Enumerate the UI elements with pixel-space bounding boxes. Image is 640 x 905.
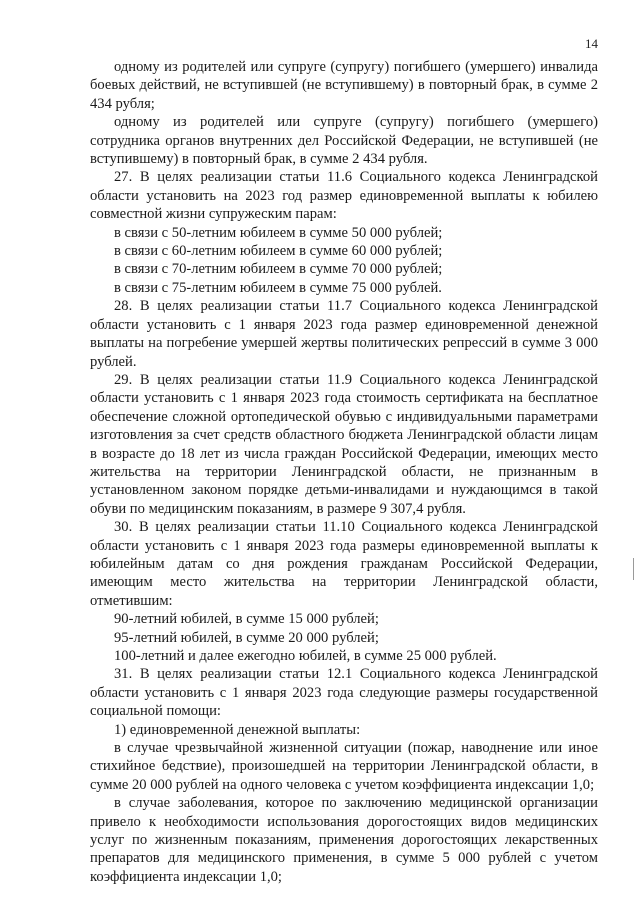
- paragraph-item-30: 30. В целях реализации статьи 11.10 Социального кодекса Ленинградской области установить с 1 января 2023 года размеры единовременной выплаты к юбилейным датам со дня рождения гражданам Российской Федерации, имеющим место жительства на территории Ленинградской области, отметившим:: [90, 519, 598, 609]
- list-item: в связи с 50-летним юбилеем в сумме 50 000 рублей;: [114, 224, 443, 241]
- paragraph-item-31: 31. В целях реализации статьи 12.1 Социального кодекса Ленинградской области установить с 1 января 2023 года следующие размеры государственной социальной помощи:: [90, 666, 598, 720]
- paragraph: в случае чрезвычайной жизненной ситуации (пожар, наводнение или иное стихийное бедствие), произошедшей на территории Ленинградской области, в сумме 20 000 рублей на одного человека с учетом коэффициента индексации 1,0;: [90, 740, 598, 793]
- list-item: 95-летний юбилей, в сумме 20 000 рублей;: [114, 629, 379, 646]
- list-item: 90-летний юбилей, в сумме 15 000 рублей;: [114, 611, 379, 628]
- scan-edge-mark: [633, 558, 634, 580]
- list-item: в связи с 60-летним юбилеем в сумме 60 000 рублей;: [114, 243, 443, 260]
- paragraph: в случае заболевания, которое по заключению медицинской организации привело к необходимости использования дорогостоящих видов медицинских услуг по жизненным показаниям, применения дорогостоящих лекарственных препаратов для медицинского применения, в сумме 5 000 рублей с учетом коэффициента индексации 1,0;: [90, 795, 598, 885]
- page-number: 14: [585, 36, 598, 51]
- list-item: в связи с 70-летним юбилеем в сумме 70 000 рублей;: [114, 261, 443, 278]
- paragraph: одному из родителей или супруге (супругу) погибшего (умершего) инвалида боевых действий, не вступившей (не вступившему) в повторный брак, в сумме 2 434 рубля;: [90, 59, 598, 112]
- paragraph: одному из родителей или супруге (супругу) погибшего (умершего) сотрудника органов внутренних дел Российской Федерации, не вступившей (не вступившему) в повторный брак, в сумме 2 434 рубля.: [90, 114, 598, 168]
- paragraph-item-27: 27. В целях реализации статьи 11.6 Социального кодекса Ленинградской области установить на 2023 год размер единовременной выплаты к юбилею совместной жизни супружеским парам:: [90, 169, 598, 223]
- list-item: 100-летний и далее ежегодно юбилей, в сумме 25 000 рублей.: [114, 648, 497, 664]
- list-item: 1) единовременной денежной выплаты:: [114, 721, 361, 738]
- document-body: [90, 58, 598, 886]
- paragraph-item-28: 28. В целях реализации статьи 11.7 Социального кодекса Ленинградской области установить с 1 января 2023 года размер единовременной денежной выплаты на погребение умершей жертвы политических репрессий в сумме 3 000 рублей.: [90, 298, 598, 370]
- paragraph-item-29: 29. В целях реализации статьи 11.9 Социального кодекса Ленинградской области установить с 1 января 2023 года стоимость сертификата на бесплатное обеспечение сложной ортопедической обувью с индивидуальными параметрами изготовления за счет средств областного бюджета Ленинградской области лицам в возрасте до 18 лет из числа граждан Российской Федерации, имеющих место жительства на территории Ленинградской области, не признанным в установленном законом порядке детьми-инвалидами и нуждающимся в такой обуви по медицинским показаниям, в размере 9 307,4 рубля.: [90, 371, 598, 517]
- list-item: в связи с 75-летним юбилеем в сумме 75 000 рублей.: [114, 279, 442, 296]
